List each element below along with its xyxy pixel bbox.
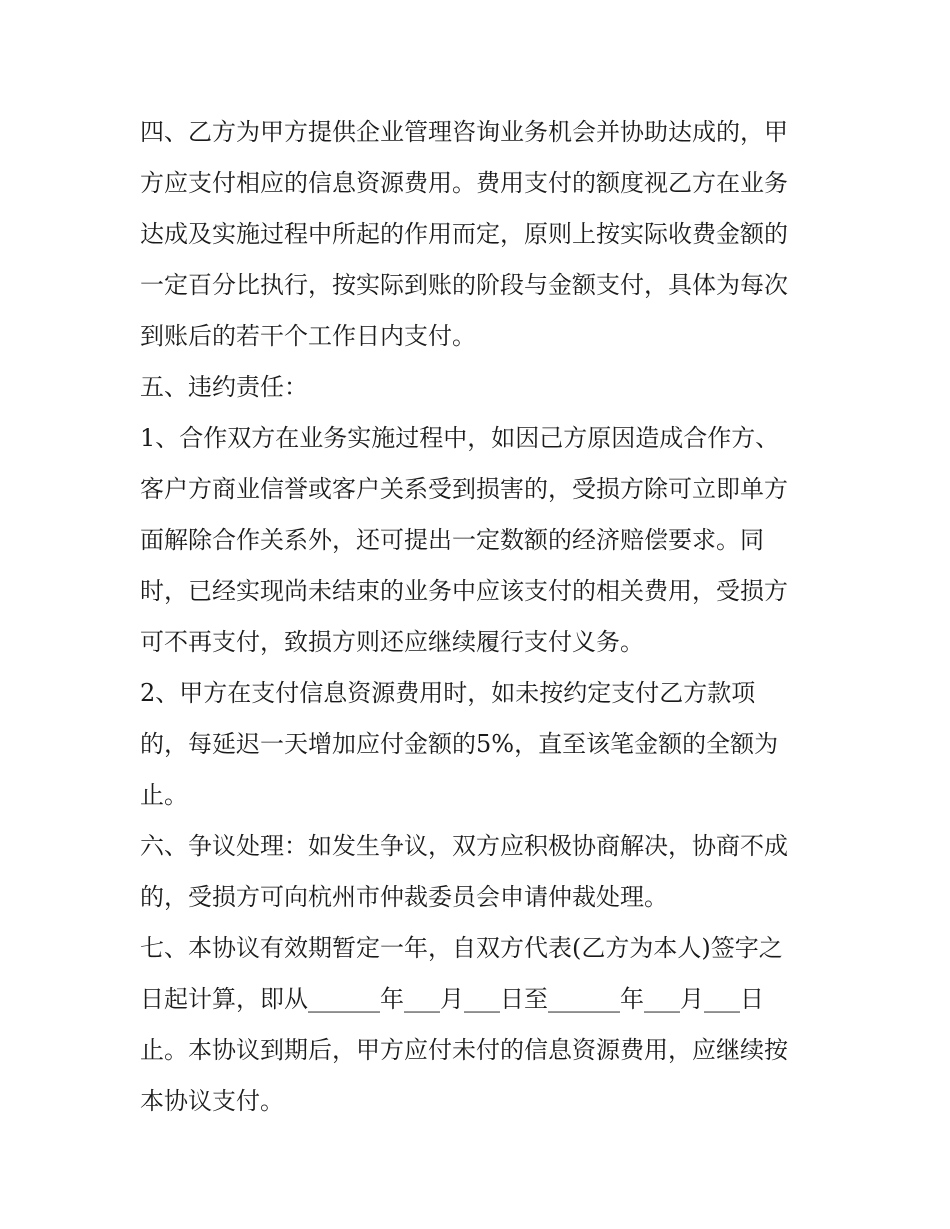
text-line: 七、本协议有效期暂定一年，自双方代表(乙方为本人)签字之 <box>140 934 783 962</box>
text-line: 四、乙方为甲方提供企业管理咨询业务机会并协助达成的，甲 <box>140 118 788 146</box>
text-line: 止。 <box>140 781 188 809</box>
text-line: 达成及实施过程中所起的作用而定，原则上按实际收费金额的 <box>140 220 788 248</box>
text-line: 方应支付相应的信息资源费用。费用支付的额度视乙方在业务 <box>140 169 788 197</box>
text-line: 可不再支付，致损方则还应继续履行支付义务。 <box>140 628 644 656</box>
text-line: 时，已经实现尚未结束的业务中应该支付的相关费用，受损方 <box>140 577 788 605</box>
text-line: 到账后的若干个工作日内支付。 <box>140 322 476 350</box>
text-line: 客户方商业信誉或客户关系受到损害的，受损方除可立即单方 <box>140 475 788 503</box>
text-line: 2、甲方在支付信息资源费用时，如未按约定支付乙方款项 <box>140 679 756 707</box>
text-line: 止。本协议到期后，甲方应付未付的信息资源费用，应继续按 <box>140 1036 788 1064</box>
section-heading: 五、违约责任： <box>140 373 308 401</box>
text-line: 一定百分比执行，按实际到账的阶段与金额支付，具体为每次 <box>140 271 788 299</box>
text-line: 面解除合作关系外，还可提出一定数额的经济赔偿要求。同 <box>140 526 764 554</box>
text-line: 六、争议处理：如发生争议，双方应积极协商解决，协商不成 <box>140 832 788 860</box>
text-line: 日起计算，即从______年___月___日至______年___月___日 <box>140 985 764 1013</box>
text-line: 1、合作双方在业务实施过程中，如因己方原因造成合作方、 <box>140 424 780 452</box>
contract-text <box>140 107 830 1127</box>
text-line: 的，每延迟一天增加应付金额的5%，直至该笔金额的全额为 <box>140 730 779 758</box>
text-line: 的，受损方可向杭州市仲裁委员会申请仲裁处理。 <box>140 883 668 911</box>
text-line: 本协议支付。 <box>140 1087 284 1115</box>
